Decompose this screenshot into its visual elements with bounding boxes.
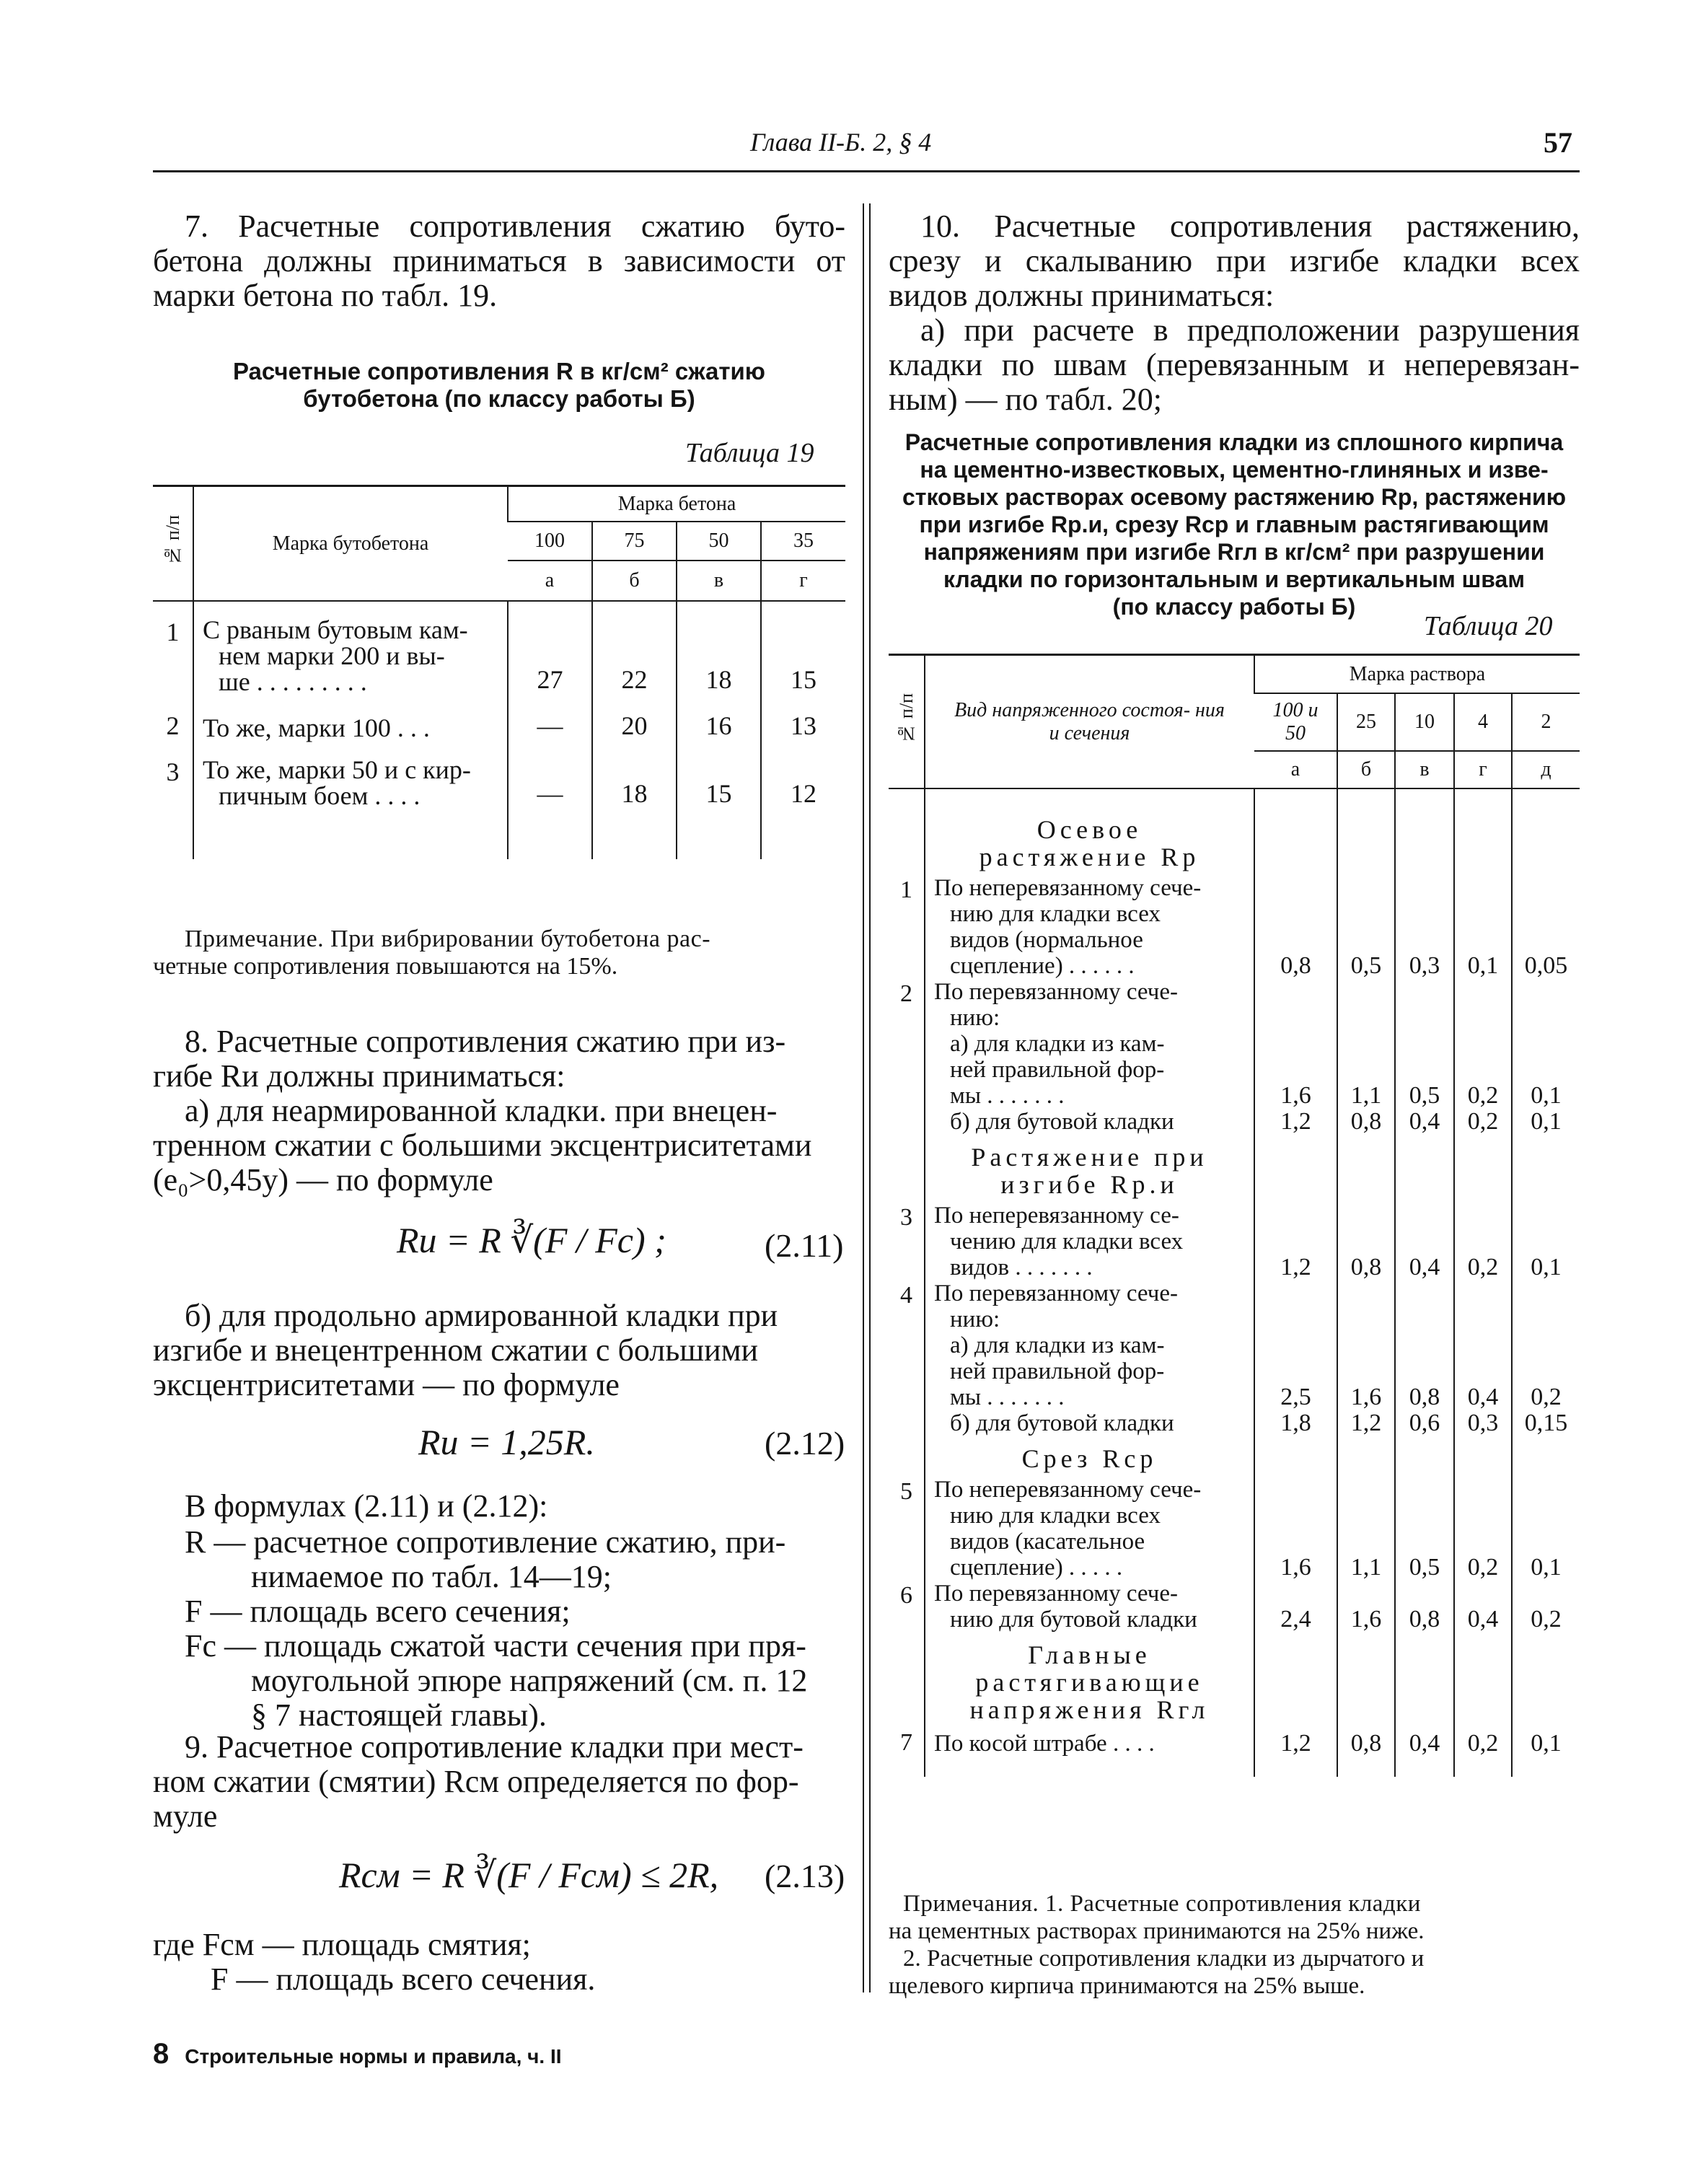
formula-2-11: Rи = R ∛(F / Fс) ; [397, 1220, 666, 1260]
table-20 [889, 656, 1580, 1777]
t19-col-name: Марка бутобетона [193, 487, 508, 601]
table20-caption: Расчетные сопротивления кладки из сплошного кирпича на цементно-известковых, цементно-глиняных и изве- стковых растворах осевому растяжению Rр, растяжению при изгибе Rр.и, срезу Rср и главным растягивающим напряжениям при изгибе Rгл в кг/см² при разрушении кладки по горизонтальным и вертикальным швам (по классу работы Б) [902, 429, 1567, 620]
t19-col-group: Марка бетона [508, 487, 845, 522]
t20-mark: 4 [1454, 693, 1512, 751]
table-row: 2 По перевязанному сече- нию: а) для кладки из кам- ней правильной фор- мы . . . . . . . 1,6 1,1 0,5 0,2 0,1 [889, 979, 1580, 1109]
t20-col-group: Марка раствора [1254, 656, 1580, 693]
t20-mark: 25 [1337, 693, 1395, 751]
paragraph-8b: б) для продольно армированной кладки при изгибе и внецентренном сжатии с большими эксцентриситетами — по формуле [153, 1298, 778, 1402]
footer-number: 8 [153, 2038, 170, 2070]
paragraph-10: 10. Расчетные сопротивления растяжению, срезу и скалыванию при изгибе кладки всех видов должны приниматься: а) при расчете в предположении разрушения кладки по швам (перевязанным и неперевязан- ным) — по табл. 20; [889, 208, 1580, 417]
t19-letter: а [508, 561, 592, 601]
t20-mark: 10 [1395, 693, 1454, 751]
footer-text: Строительные нормы и правила, ч. II [185, 2045, 562, 2068]
section-header-row [889, 807, 1580, 875]
t20-col-num: № п/п [895, 693, 917, 744]
section-header-row [889, 1135, 1580, 1203]
t19-mark: 50 [677, 522, 761, 561]
table-row: 3 То же, марки 50 и с кир- пичным боем . . . . — 18 15 12 [153, 741, 845, 809]
table-row: 1 С рваным бутовым кам- нем марки 200 и вы- ше . . . . . . . . . 27 22 18 15 [153, 617, 845, 695]
t19-col-num: № п/п [162, 515, 183, 566]
column-divider-2 [869, 203, 871, 1992]
table20-label: Таблица 20 [1424, 611, 1553, 641]
t20-letter: д [1512, 751, 1580, 788]
column-divider [863, 203, 864, 1992]
table-row: 1 По неперевязанному сече- нию для кладки всех видов (нормальное сцепление) . . . . . . 0,8 0,5 0,3 0,1 0,05 [889, 875, 1580, 979]
paragraph-7: 7. Расчетные сопротивления сжатию буто- бетона должны приниматься в зависимости от марки бетона по табл. 19. [153, 208, 845, 313]
t20-letter: в [1395, 751, 1454, 788]
section-title: Главные растягивающие напряжения Rгл [925, 1633, 1254, 1728]
table20-notes: Примечания. 1. Расчетные сопротивления кладки на цементных растворах принимаются на 25% ниже. 2. Расчетные сопротивления кладки из дырчатого и щелевого кирпича принимаются на 25% выше. [889, 1891, 1425, 1999]
t20-letter: б [1337, 751, 1395, 788]
t19-letter: б [592, 561, 677, 601]
formulas-intro: В формулах (2.11) и (2.12): [185, 1488, 548, 1524]
footer [153, 2038, 562, 2070]
where-definitions: где Fсм — площадь смятия; F — площадь всего сечения. [153, 1927, 596, 1997]
paragraph-8: 8. Расчетные сопротивления сжатию при из- гибе Rи должны приниматься: а) для неармированной кладки. при внецен- тренном сжатии с большими эксцентриситетами (e₀>0,45y) — по формуле [153, 1024, 812, 1198]
header-rule [153, 170, 1580, 172]
table-row: 2 То же, марки 100 . . . — 20 16 13 [153, 695, 845, 741]
section-header-row [889, 1436, 1580, 1477]
formula-2-12-number: (2.12) [765, 1425, 845, 1462]
section-title: Срез Rср [925, 1436, 1254, 1477]
table-row: 6 По перевязанному сече- нию для бутовой кладки 2,4 1,6 0,8 0,4 0,2 [889, 1581, 1580, 1633]
t20-mark: 2 [1512, 693, 1580, 751]
table-row: 3 По неперевязанному се- чению для кладки всех видов . . . . . . . 1,2 0,8 0,4 0,2 0,1 [889, 1203, 1580, 1280]
t20-col-name: Вид напряженного состоя- ния и сечения [925, 656, 1254, 788]
paragraph-9: 9. Расчетное сопротивление кладки при мест- ном сжатии (смятии) Rсм определяется по фор- муле [153, 1729, 804, 1834]
table-19 [153, 487, 845, 859]
table-row: 4 По перевязанному сече- нию: а) для кладки из кам- ней правильной фор- мы . . . . . . . 2,5 1,6 0,8 0,4 0,2 [889, 1280, 1580, 1410]
definitions: R — расчетное сопротивление сжатию, при- нимаемое по табл. 14—19; F — площадь всего сечения; Fс — площадь сжатой части сечения при пря- моугольной эпюре напряжений (см. п. 12 § 7 настоящей главы). [185, 1524, 808, 1733]
running-title: Глава II-Б. 2, § 4 [750, 128, 932, 157]
t20-mark: 100 и 50 [1254, 693, 1337, 751]
table19-label: Таблица 19 [685, 438, 814, 468]
section-title: Растяжение при изгибе Rр.и [925, 1135, 1254, 1203]
t20-letter: г [1454, 751, 1512, 788]
table19-caption: Расчетные сопротивления R в кг/см² сжатию бутобетона (по классу работы Б) [232, 358, 765, 412]
table-row: б) для бутовой кладки 1,8 1,2 0,6 0,3 0,15 [889, 1410, 1580, 1436]
section-header-row [889, 1633, 1580, 1728]
table-row: 5 По неперевязанному сече- нию для кладки всех видов (касательное сцепление) . . . . . 1,6 1,1 0,5 0,2 0,1 [889, 1477, 1580, 1581]
t19-mark: 75 [592, 522, 677, 561]
formula-2-13-number: (2.13) [765, 1858, 845, 1894]
table-row: б) для бутовой кладки 1,2 0,8 0,4 0,2 0,1 [889, 1109, 1580, 1135]
page-number: 57 [1544, 126, 1572, 159]
t19-mark: 100 [508, 522, 592, 561]
t19-letter: г [761, 561, 845, 601]
t19-letter: в [677, 561, 761, 601]
formula-2-13: Rсм = R ∛(F / Fсм) ≤ 2R, [339, 1855, 719, 1895]
formula-2-12: Rи = 1,25R. [418, 1422, 595, 1462]
table-row: 7 По косой штрабе . . . . 1,2 0,8 0,4 0,2 0,1 [889, 1728, 1580, 1757]
formula-2-11-number: (2.11) [765, 1227, 844, 1264]
t19-mark: 35 [761, 522, 845, 561]
t20-letter: а [1254, 751, 1337, 788]
section-title: Осевое растяжение Rр [925, 807, 1254, 875]
table19-note: Примечание. При вибрировании бутобетона рас- четные сопротивления повышаются на 15%. [153, 926, 711, 980]
